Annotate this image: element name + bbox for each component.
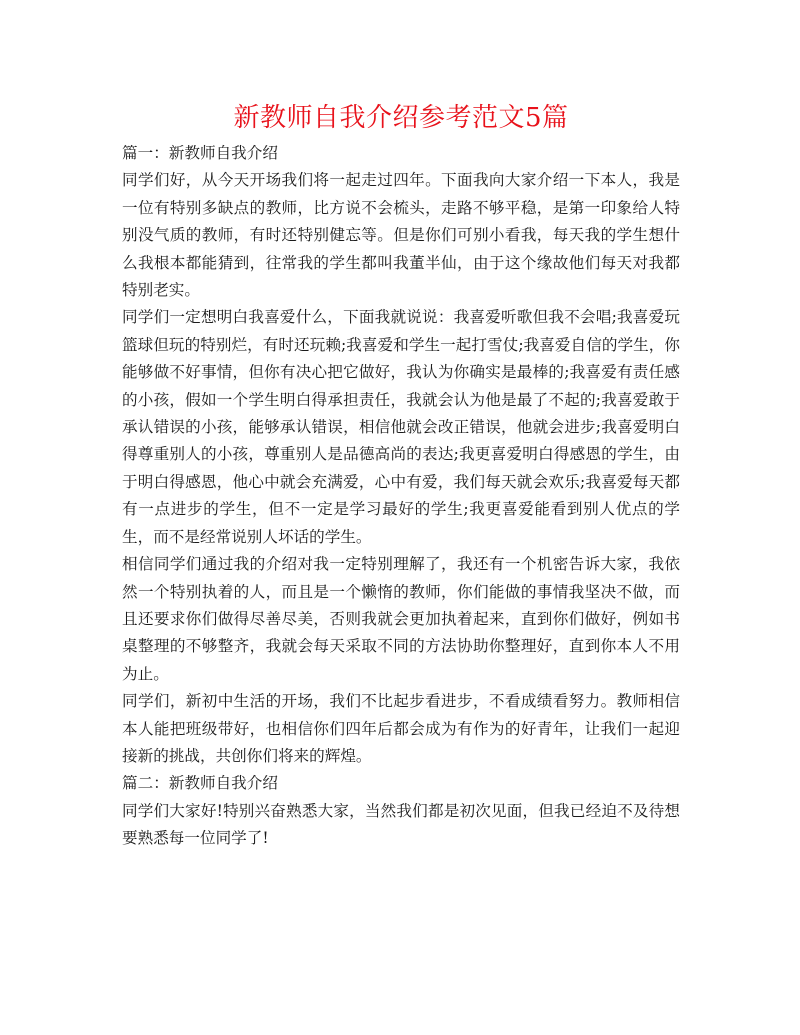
section-2	[122, 770, 680, 852]
paragraph: 同学们大家好!特别兴奋熟悉大家，当然我们都是初次见面，但我已经迫不及待想要熟悉每一位同学了!	[122, 801, 680, 848]
section-heading: 篇一：新教师自我介绍	[122, 144, 278, 162]
section-heading: 篇二：新教师自我介绍	[122, 774, 278, 793]
paragraph: 同学们好，从今天开场我们将一起走过四年。下面我向大家介绍一下本人，我是一位有特别多缺点的教师，比方说不会梳头，走路不够平稳，是第一印象给人特别没气质的教师，有时还特别健忘等。但是你们可别小看我，每天我的学生想什么我根本都能猜到，往常我的学生都叫我董半仙，由于这个缘故他们每天对我都特别老实。	[122, 171, 680, 300]
paragraph: 相信同学们通过我的介绍对我一定特别理解了，我还有一个机密告诉大家，我依然一个特别执着的人，而且是一个懒惰的教师，你们能做的事情我坚决不做，而且还要求你们做得尽善尽美，否则我就会更加执着起来，直到你们做好，例如书桌整理的不够整齐，我就会每天采取不同的方法协助你整理好，直到你本人不用为止。	[122, 555, 680, 683]
paragraph: 同学们一定想明白我喜爱什么，下面我就说说：我喜爱听歌但我不会唱;我喜爱玩篮球但玩的特别烂，有时还玩赖;我喜爱和学生一起打雪仗;我喜爱自信的学生，你能够做不好事情，但你有决心把它做好，我认为你确实是最棒的;我喜爱有责任感的小孩，假如一个学生明白得承担责任，我就会认为他是最了不起的;我喜爱敢于承认错误的小孩，能够承认错误，相信他就会改正错误，他就会进步;我喜爱明白得尊重别人的小孩，尊重别人是品德高尚的表达;我更喜爱明白得感恩的学生，由于明白得感恩，他心中就会充满爱，心中有爱，我们每天就会欢乐;我喜爱每天都有一点进步的学生，但不一定是学习最好的学生;我更喜爱能看到别人优点的学生，而不是经常说别人坏话的学生。	[122, 308, 680, 546]
section-1	[122, 140, 680, 770]
document-title: 新教师自我介绍参考范文5篇	[233, 103, 569, 133]
paragraph: 同学们，新初中生活的开场，我们不比起步看进步，不看成绩看努力。教师相信本人能把班级带好，也相信你们四年后都会成为有作为的好青年，让我们一起迎接新的挑战，共创你们将来的辉煌。	[122, 692, 680, 765]
